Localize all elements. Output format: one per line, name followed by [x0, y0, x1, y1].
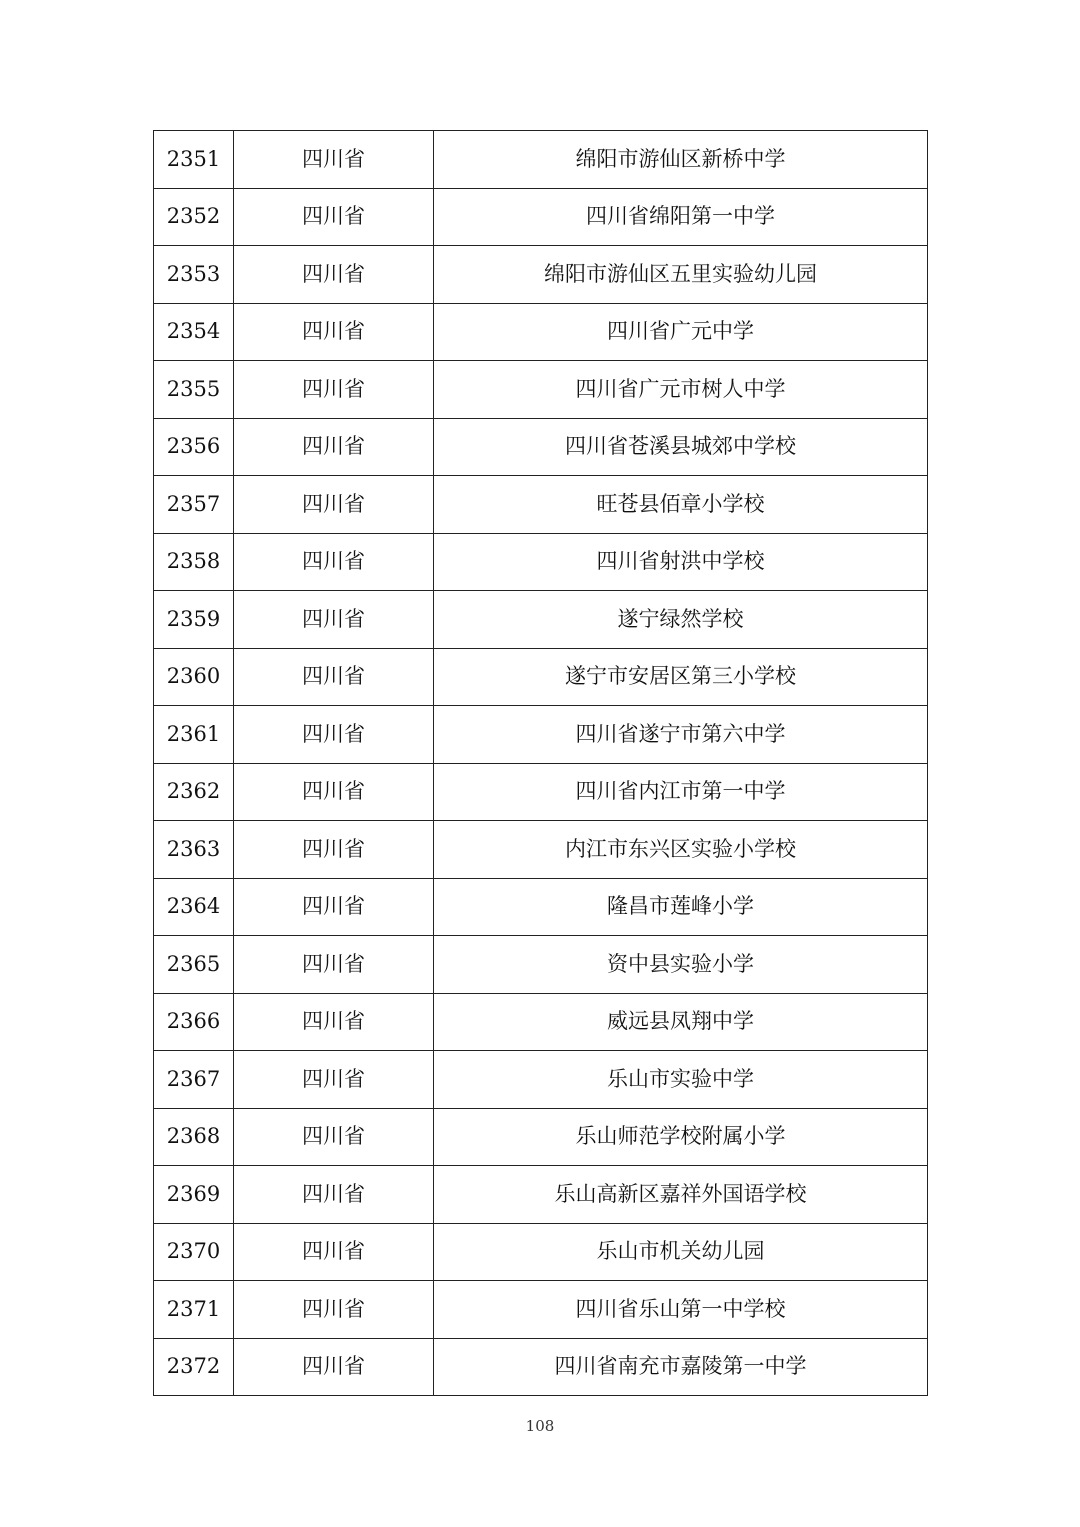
row-number: 2359	[154, 591, 234, 649]
table-row	[154, 476, 928, 534]
school-name-cell: 隆昌市莲峰小学	[434, 878, 928, 936]
school-name-cell: 四川省内江市第一中学	[434, 763, 928, 821]
table-row	[154, 303, 928, 361]
table-row	[154, 878, 928, 936]
province-cell: 四川省	[234, 1166, 434, 1224]
school-name-cell: 遂宁绿然学校	[434, 591, 928, 649]
school-name-cell: 乐山市实验中学	[434, 1051, 928, 1109]
school-name-cell: 内江市东兴区实验小学校	[434, 821, 928, 879]
row-number: 2353	[154, 246, 234, 304]
table-row	[154, 188, 928, 246]
table-row	[154, 591, 928, 649]
table-row	[154, 1281, 928, 1339]
table-row	[154, 993, 928, 1051]
school-name-cell: 四川省绵阳第一中学	[434, 188, 928, 246]
province-cell: 四川省	[234, 418, 434, 476]
province-cell: 四川省	[234, 1281, 434, 1339]
province-cell: 四川省	[234, 1108, 434, 1166]
row-number: 2363	[154, 821, 234, 879]
school-name-cell: 绵阳市游仙区新桥中学	[434, 131, 928, 189]
page-number: 108	[525, 1417, 555, 1435]
school-name-cell: 绵阳市游仙区五里实验幼儿园	[434, 246, 928, 304]
school-name-cell: 遂宁市安居区第三小学校	[434, 648, 928, 706]
row-number: 2366	[154, 993, 234, 1051]
province-cell: 四川省	[234, 476, 434, 534]
row-number: 2362	[154, 763, 234, 821]
school-name-cell: 四川省遂宁市第六中学	[434, 706, 928, 764]
province-cell: 四川省	[234, 188, 434, 246]
row-number: 2357	[154, 476, 234, 534]
row-number: 2361	[154, 706, 234, 764]
table-row	[154, 131, 928, 189]
school-name-cell: 四川省广元中学	[434, 303, 928, 361]
school-name-cell: 乐山高新区嘉祥外国语学校	[434, 1166, 928, 1224]
table-row	[154, 936, 928, 994]
table-row	[154, 361, 928, 419]
school-name-cell: 四川省苍溪县城郊中学校	[434, 418, 928, 476]
school-name-cell: 威远县凤翔中学	[434, 993, 928, 1051]
row-number: 2368	[154, 1108, 234, 1166]
province-cell: 四川省	[234, 993, 434, 1051]
province-cell: 四川省	[234, 361, 434, 419]
row-number: 2370	[154, 1223, 234, 1281]
row-number: 2354	[154, 303, 234, 361]
table-row	[154, 533, 928, 591]
school-name-cell: 四川省射洪中学校	[434, 533, 928, 591]
province-cell: 四川省	[234, 1051, 434, 1109]
row-number: 2371	[154, 1281, 234, 1339]
row-number: 2372	[154, 1338, 234, 1396]
table-row	[154, 648, 928, 706]
province-cell: 四川省	[234, 1338, 434, 1396]
school-name-cell: 资中县实验小学	[434, 936, 928, 994]
province-cell: 四川省	[234, 1223, 434, 1281]
table-row	[154, 418, 928, 476]
row-number: 2365	[154, 936, 234, 994]
province-cell: 四川省	[234, 706, 434, 764]
row-number: 2360	[154, 648, 234, 706]
school-name-cell: 旺苍县佰章小学校	[434, 476, 928, 534]
province-cell: 四川省	[234, 246, 434, 304]
table-row	[154, 1166, 928, 1224]
province-cell: 四川省	[234, 648, 434, 706]
row-number: 2364	[154, 878, 234, 936]
row-number: 2356	[154, 418, 234, 476]
school-name-cell: 四川省南充市嘉陵第一中学	[434, 1338, 928, 1396]
province-cell: 四川省	[234, 533, 434, 591]
table-row	[154, 763, 928, 821]
table-row	[154, 1338, 928, 1396]
row-number: 2358	[154, 533, 234, 591]
province-cell: 四川省	[234, 763, 434, 821]
table-body	[154, 131, 928, 1396]
row-number: 2369	[154, 1166, 234, 1224]
row-number: 2351	[154, 131, 234, 189]
row-number: 2355	[154, 361, 234, 419]
province-cell: 四川省	[234, 878, 434, 936]
table-row	[154, 1108, 928, 1166]
province-cell: 四川省	[234, 131, 434, 189]
school-name-cell: 四川省乐山第一中学校	[434, 1281, 928, 1339]
table-row	[154, 1051, 928, 1109]
table-row	[154, 1223, 928, 1281]
province-cell: 四川省	[234, 303, 434, 361]
school-name-cell: 四川省广元市树人中学	[434, 361, 928, 419]
school-name-cell: 乐山师范学校附属小学	[434, 1108, 928, 1166]
table-row	[154, 706, 928, 764]
table-row	[154, 246, 928, 304]
school-name-cell: 乐山市机关幼儿园	[434, 1223, 928, 1281]
table-row	[154, 821, 928, 879]
row-number: 2352	[154, 188, 234, 246]
province-cell: 四川省	[234, 591, 434, 649]
school-list-table	[153, 130, 928, 1396]
province-cell: 四川省	[234, 936, 434, 994]
row-number: 2367	[154, 1051, 234, 1109]
province-cell: 四川省	[234, 821, 434, 879]
